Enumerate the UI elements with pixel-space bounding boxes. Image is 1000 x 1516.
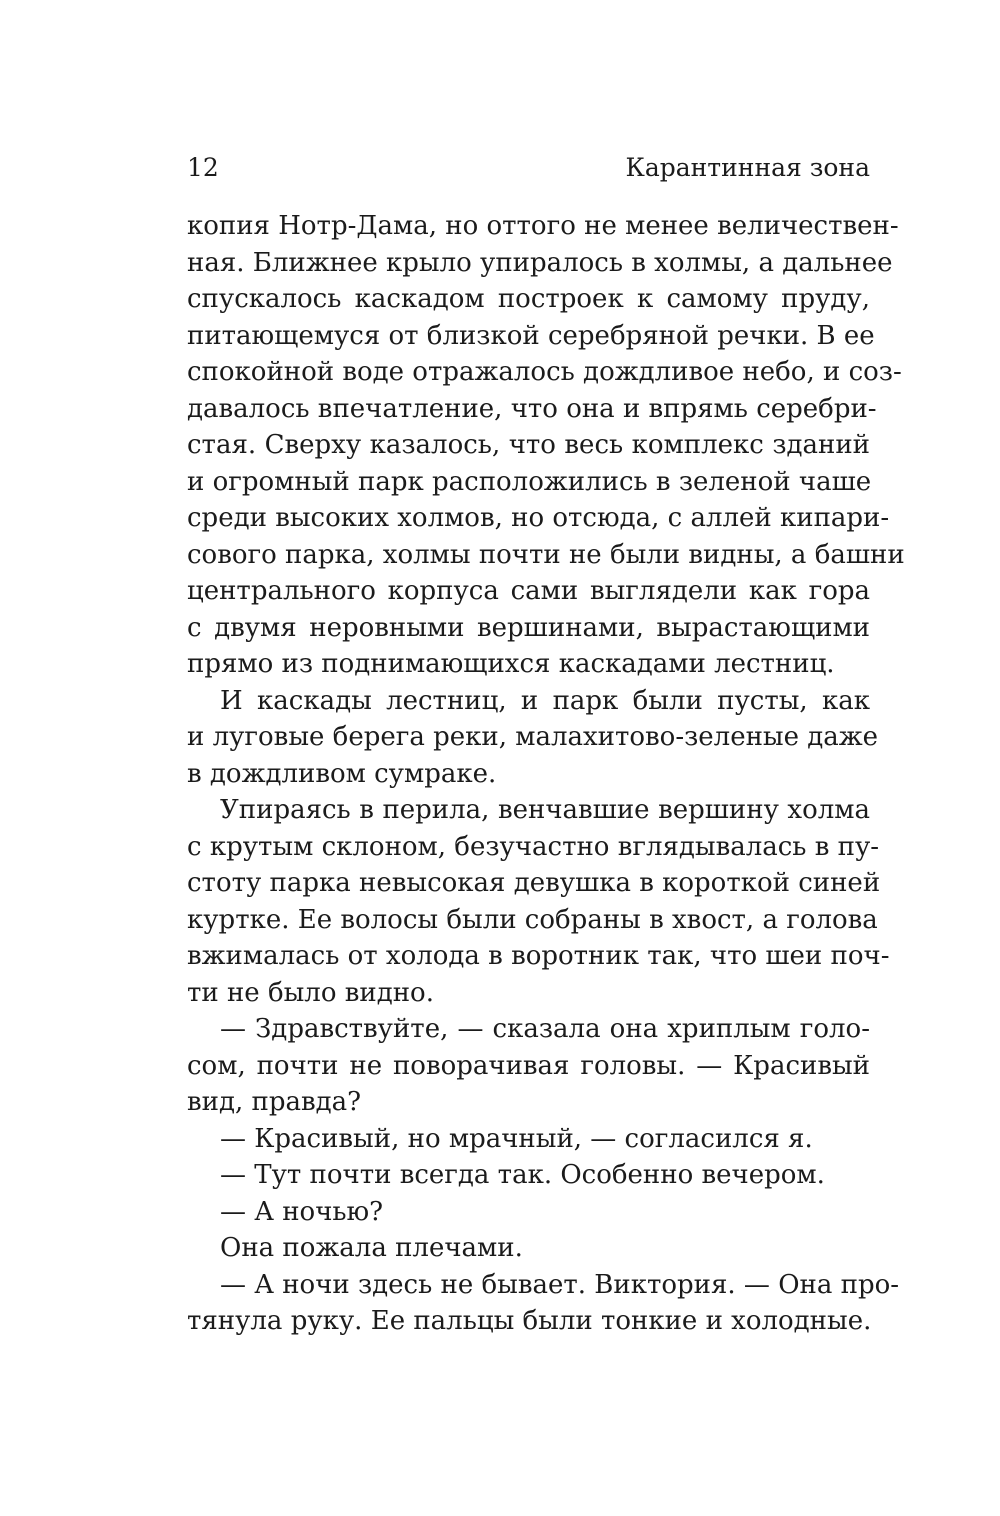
text-line: центрального корпуса сами выглядели как гора xyxy=(187,576,870,606)
text-line: — Красивый, но мрачный, — согласился я. xyxy=(220,1123,813,1154)
text-line: и луговые берега реки, малахитово-зеленые даже xyxy=(187,722,879,752)
text-line: И каскады лестниц, и парк были пусты, как xyxy=(220,685,870,716)
text-line: питающемуся от близкой серебряной речки. В ее xyxy=(187,320,875,351)
text-line: Она пожала плечами. xyxy=(220,1233,523,1263)
text-line: — Тут почти всегда так. Особенно вечером. xyxy=(220,1160,825,1190)
text-line: с крутым склоном, безучастно вглядывалась в пу- xyxy=(187,831,880,862)
text-line: вжималась от холода в воротник так, что шеи поч- xyxy=(187,941,890,971)
text-line: вид, правда? xyxy=(187,1087,362,1117)
text-line: спокойной воде отражалось дождливое небо, и соз- xyxy=(187,357,902,387)
running-title: Карантинная зона xyxy=(625,153,870,182)
page-header xyxy=(187,150,870,190)
text-line: сом, почти не поворачивая головы. — Красивый xyxy=(187,1050,870,1081)
text-line: в дождливом сумраке. xyxy=(187,758,497,789)
text-line: стоту парка невысокая девушка в короткой синей xyxy=(187,868,881,898)
text-line: — А ночью? xyxy=(220,1196,384,1227)
text-line: — А ночи здесь не бывает. Виктория. — Она про- xyxy=(220,1269,900,1300)
body-text xyxy=(187,208,905,1340)
text-line: среди высоких холмов, но отсюда, с аллей кипари- xyxy=(187,503,890,533)
text-line: спускалось каскадом построек к самому пруду, xyxy=(187,284,870,314)
text-line: прямо из поднимающихся каскадами лестниц. xyxy=(187,649,835,679)
text-line: ная. Ближнее крыло упиралось в холмы, а дальнее xyxy=(187,247,893,278)
text-line: копия Нотр-Дама, но оттого не менее величествен- xyxy=(187,211,899,241)
page-number: 12 xyxy=(187,153,219,182)
text-line: стая. Сверху казалось, что весь комплекс зданий xyxy=(187,430,870,460)
text-line: с двумя неровными вершинами, вырастающими xyxy=(187,612,870,643)
text-line: и огромный парк расположились в зеленой чаше xyxy=(187,466,872,497)
text-line: — Здравствуйте, — сказала она хриплым голо- xyxy=(220,1014,870,1044)
text-line: сового парка, холмы почти не были видны, а башни xyxy=(187,539,905,570)
text-line: Упираясь в перила, венчавшие вершину холма xyxy=(220,795,870,825)
text-line: давалось впечатление, что она и впрямь серебри- xyxy=(187,393,877,424)
text-line: куртке. Ее волосы были собраны в хвост, а голова xyxy=(187,904,878,935)
text-line: ти не было видно. xyxy=(187,977,434,1008)
text-line: тянула руку. Ее пальцы были тонкие и холодные. xyxy=(187,1306,872,1336)
